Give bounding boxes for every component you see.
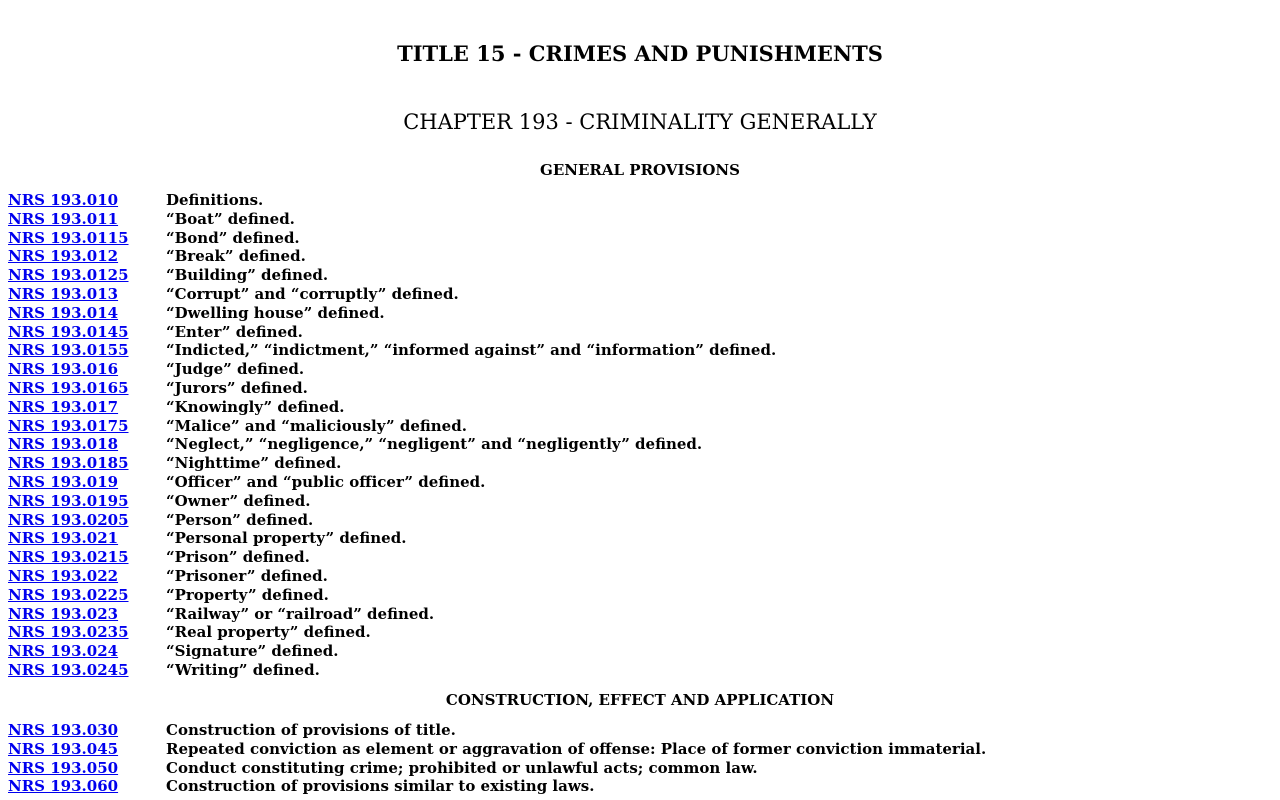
toc-entry [8, 567, 1268, 586]
nrs-section-link[interactable]: NRS 193.016 [8, 360, 119, 379]
section-description: “Nighttime” defined. [166, 454, 342, 473]
toc-entry [8, 341, 1268, 360]
section-heading-general-provisions: GENERAL PROVISIONS [540, 161, 740, 179]
section-heading-construction: CONSTRUCTION, EFFECT AND APPLICATION [445, 691, 835, 709]
nrs-section-link[interactable]: NRS 193.0145 [8, 322, 129, 341]
nrs-section-link[interactable]: NRS 193.0195 [8, 491, 129, 510]
toc-entry [8, 417, 1268, 436]
toc-entry [8, 511, 1268, 530]
nrs-section-link[interactable]: NRS 193.022 [8, 566, 119, 585]
section-description: “Corrupt” and “corruptly” defined. [166, 284, 459, 303]
nrs-section-link[interactable]: NRS 193.017 [8, 397, 119, 416]
toc-entry [8, 247, 1268, 266]
nrs-section-link[interactable]: NRS 193.024 [8, 642, 119, 661]
toc-entry [8, 454, 1268, 473]
nrs-section-link[interactable]: NRS 193.0125 [8, 266, 129, 285]
nrs-section-link[interactable]: NRS 193.012 [8, 247, 119, 266]
toc-entry [8, 586, 1268, 605]
nrs-section-link[interactable]: NRS 193.010 [8, 191, 119, 209]
section-description: “Building” defined. [166, 266, 329, 285]
section-description: Conduct constituting crime; prohibited or unlawful acts; common law. [166, 758, 758, 777]
toc-entry [8, 191, 1268, 210]
nrs-section-link[interactable]: NRS 193.0155 [8, 341, 129, 360]
section-description: “Person” defined. [166, 510, 314, 529]
nrs-section-link[interactable]: NRS 193.019 [8, 472, 119, 491]
section-description: “Break” defined. [166, 247, 306, 266]
toc-entry [8, 285, 1268, 304]
toc-entry [8, 360, 1268, 379]
nrs-section-link[interactable]: NRS 193.0115 [8, 228, 129, 247]
section-description: “Personal property” defined. [166, 529, 407, 548]
toc-entry [8, 759, 1268, 778]
nrs-section-link[interactable]: NRS 193.0225 [8, 585, 129, 604]
toc-entry [8, 605, 1268, 624]
toc-entry [8, 210, 1268, 229]
nrs-section-link[interactable]: NRS 193.018 [8, 435, 119, 454]
section-description: Construction of provisions of title. [166, 721, 456, 739]
nrs-section-link[interactable]: NRS 193.050 [8, 758, 119, 777]
section-description: “Bond” defined. [166, 228, 300, 247]
section-description: “Prison” defined. [166, 548, 310, 567]
toc-entry [8, 304, 1268, 323]
nrs-section-link[interactable]: NRS 193.030 [8, 721, 119, 739]
section-description: “Enter” defined. [166, 322, 303, 341]
nrs-section-link[interactable]: NRS 193.0235 [8, 623, 129, 642]
nrs-section-link[interactable]: NRS 193.021 [8, 529, 119, 548]
toc-entry [8, 492, 1268, 511]
nrs-section-link[interactable]: NRS 193.0215 [8, 548, 129, 567]
section-description: “Boat” defined. [166, 209, 295, 228]
section-description: “Real property” defined. [166, 623, 371, 642]
section-description: Repeated conviction as element or aggravation of offense: Place of former conviction immaterial. [166, 739, 987, 758]
toc-entry [8, 529, 1268, 548]
nrs-section-link[interactable]: NRS 193.014 [8, 303, 119, 322]
toc-entry [8, 323, 1268, 342]
section-description: “Neglect,” “negligence,” “negligent” and “negligently” defined. [166, 435, 703, 454]
toc-entry [8, 229, 1268, 248]
toc-entry [8, 661, 1268, 680]
section-description: “Judge” defined. [166, 360, 305, 379]
section-description: “Dwelling house” defined. [166, 303, 385, 322]
section-description: “Officer” and “public officer” defined. [166, 472, 486, 491]
nrs-section-link[interactable]: NRS 193.060 [8, 777, 119, 796]
section-description: “Malice” and “maliciously” defined. [166, 416, 467, 435]
nrs-section-link[interactable]: NRS 193.0185 [8, 454, 129, 473]
nrs-section-link[interactable]: NRS 193.023 [8, 604, 119, 623]
section-list-general-provisions [8, 191, 1268, 680]
toc-entry [8, 623, 1268, 642]
section-description: “Railway” or “railroad” defined. [166, 604, 435, 623]
section-description: “Indicted,” “indictment,” “informed against” and “information” defined. [166, 341, 777, 360]
section-description: “Writing” defined. [166, 660, 320, 679]
section-description: “Property” defined. [166, 585, 329, 604]
section-description: “Prisoner” defined. [166, 566, 328, 585]
toc-entry [8, 473, 1268, 492]
toc-entry [8, 777, 1268, 796]
toc-entry [8, 379, 1268, 398]
toc-entry [8, 721, 1268, 740]
nrs-section-link[interactable]: NRS 193.0165 [8, 378, 129, 397]
toc-entry [8, 642, 1268, 661]
nrs-section-link[interactable]: NRS 193.045 [8, 739, 119, 758]
section-description: Construction of provisions similar to existing laws. [166, 777, 595, 796]
toc-entry [8, 740, 1268, 759]
section-description: Definitions. [166, 191, 264, 209]
section-description: “Signature” defined. [166, 642, 339, 661]
toc-entry [8, 435, 1268, 454]
section-description: “Jurors” defined. [166, 378, 308, 397]
toc-entry [8, 398, 1268, 417]
toc-entry [8, 548, 1268, 567]
section-description: “Owner” defined. [166, 491, 311, 510]
nrs-section-link[interactable]: NRS 193.0245 [8, 660, 129, 679]
chapter-title: CHAPTER 193 - CRIMINALITY GENERALLY [403, 110, 877, 134]
nrs-section-link[interactable]: NRS 193.0205 [8, 510, 129, 529]
nrs-section-link[interactable]: NRS 193.013 [8, 284, 119, 303]
section-description: “Knowingly” defined. [166, 397, 345, 416]
page-title: TITLE 15 - CRIMES AND PUNISHMENTS [397, 41, 883, 66]
section-list-construction [8, 721, 1268, 796]
toc-entry [8, 266, 1268, 285]
nrs-section-link[interactable]: NRS 193.0175 [8, 416, 129, 435]
nrs-section-link[interactable]: NRS 193.011 [8, 209, 119, 228]
